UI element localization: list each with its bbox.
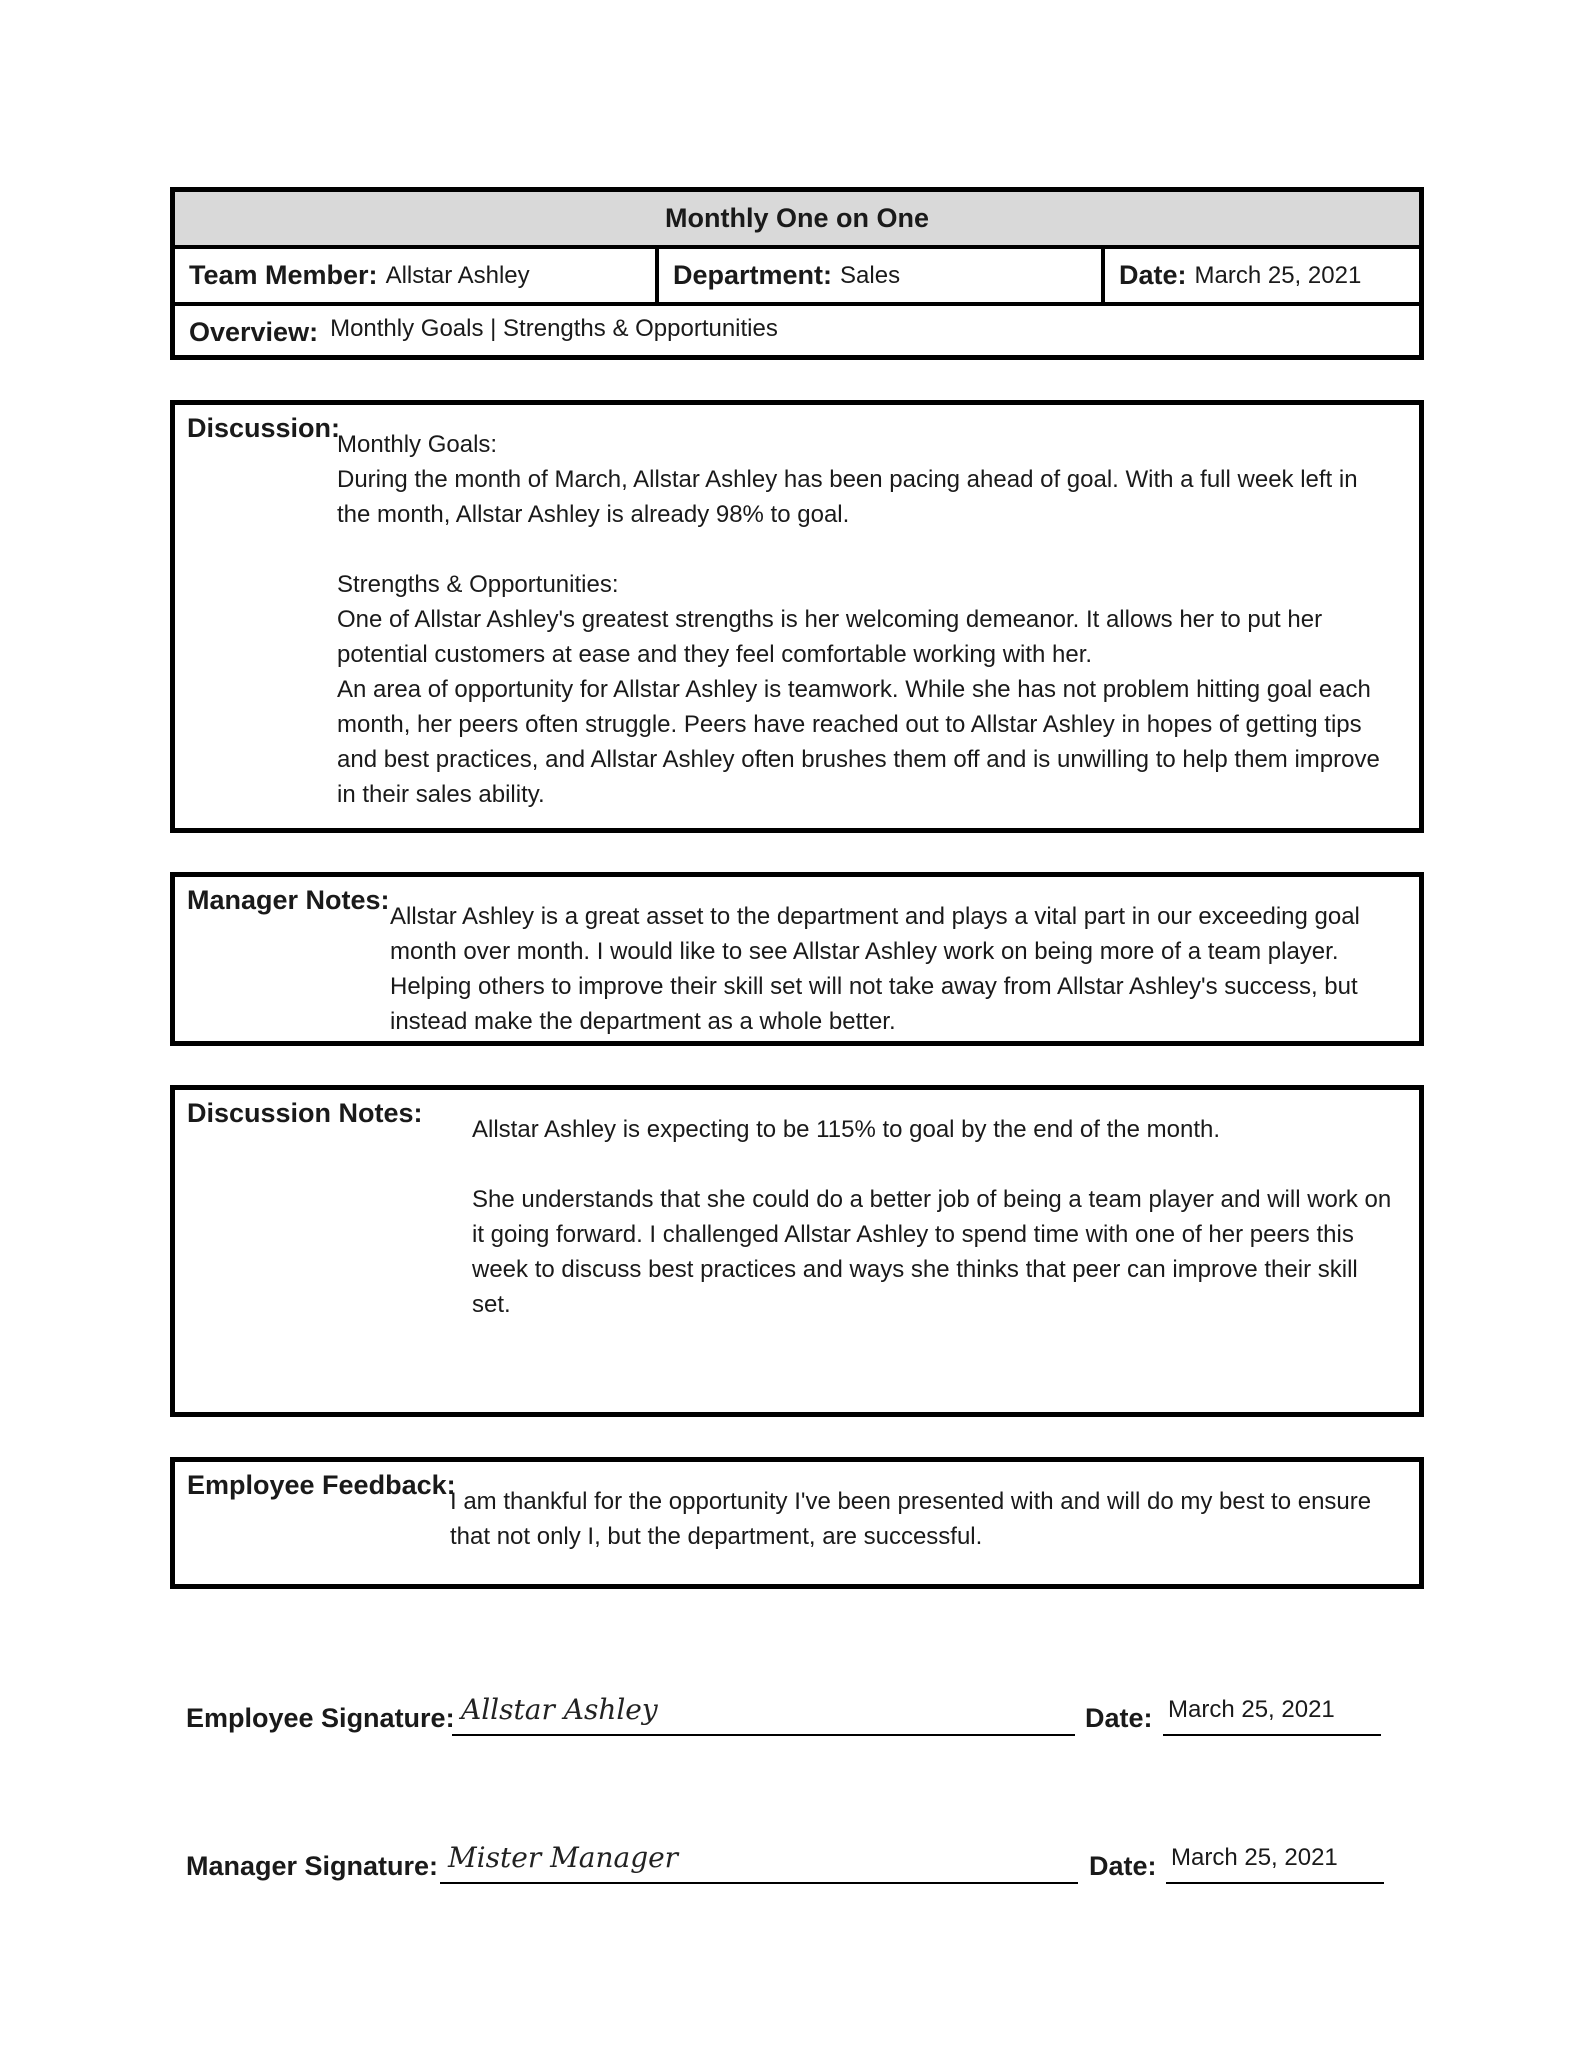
discussion-label: Discussion:: [187, 413, 341, 443]
strengths-heading: Strengths & Opportunities:: [337, 571, 619, 598]
team-member-cell: [175, 249, 659, 302]
manager-notes-body: [390, 899, 1393, 1039]
manager-signature-line[interactable]: [440, 1882, 1078, 1884]
employee-date-line[interactable]: [1163, 1734, 1381, 1736]
discussion-body: [337, 427, 1393, 812]
overview-label: Overview:: [189, 316, 319, 347]
form-title: Monthly One on One: [175, 192, 1419, 249]
overview-row: [175, 306, 1419, 358]
manager-notes-section: [170, 872, 1424, 1046]
employee-signature-label: Employee Signature:: [186, 1703, 455, 1733]
date-label: Date:: [1119, 260, 1187, 290]
employee-date-value: March 25, 2021: [1168, 1696, 1335, 1723]
department-label: Department:: [673, 260, 833, 290]
employee-signature: Allstar Ashley: [461, 1693, 658, 1726]
header-table: [170, 187, 1424, 360]
employee-feedback-text: I am thankful for the opportunity I've been presented with and will do my best to ensure that not only I, but the department, are successful.: [450, 1488, 1372, 1550]
employee-signature-row: [186, 1680, 1396, 1740]
employee-signature-line[interactable]: [452, 1734, 1075, 1736]
manager-notes-text: Allstar Ashley is a great asset to the department and plays a vital part in our exceeding goal month over month. I would like to see Allstar Ashley work on being more of a team player. Helping others to improve their skill set will not take away from Allstar Ashley's success, but instead make the department as a whole better.: [390, 903, 1360, 1035]
discussion-notes-body: [472, 1112, 1393, 1322]
employee-feedback-section: [170, 1457, 1424, 1589]
overview-value: Monthly Goals | Strengths & Opportunities: [330, 315, 778, 342]
employee-date-label: Date:: [1085, 1703, 1153, 1733]
team-member-value: Allstar Ashley: [385, 261, 530, 289]
manager-signature: Mister Manager: [448, 1841, 679, 1874]
discussion-notes-text-2: She understands that she could do a better job of being a team player and will work on it going forward. I challenged Allstar Ashley to spend time with one of her peers this week to discuss best practices and ways she thinks that peer can improve their skill set.: [472, 1186, 1392, 1318]
spacer: [337, 532, 1393, 567]
manager-notes-label: Manager Notes:: [187, 885, 390, 915]
discussion-notes-label: Discussion Notes:: [187, 1098, 423, 1128]
goals-text: During the month of March, Allstar Ashley has been pacing ahead of goal. With a full week left in the month, Allstar Ashley is already 98% to goal.: [337, 466, 1358, 528]
team-member-label: Team Member:: [189, 260, 378, 290]
date-cell: [1105, 249, 1419, 302]
manager-date-label: Date:: [1089, 1851, 1157, 1881]
date-value: March 25, 2021: [1194, 261, 1362, 289]
department-cell: [659, 249, 1105, 302]
opportunity-text: An area of opportunity for Allstar Ashley is teamwork. While she has not problem hitting goal each month, her peers often struggle. Peers have reached out to Allstar Ashley in hopes of getting tips and best practices, and Allstar Ashley often brushes them off and is unwilling to help them improve in their sales ability.: [337, 676, 1380, 808]
spacer: [472, 1147, 1393, 1182]
manager-signature-label: Manager Signature:: [186, 1851, 439, 1881]
employee-feedback-body: [450, 1484, 1393, 1554]
discussion-section: [170, 400, 1424, 833]
manager-date-line[interactable]: [1166, 1882, 1384, 1884]
strengths-text: One of Allstar Ashley's greatest strengths is her welcoming demeanor. It allows her to put her potential customers at ease and they feel comfortable working with her.: [337, 606, 1323, 668]
header-info-row: [175, 249, 1419, 306]
employee-feedback-label: Employee Feedback:: [187, 1470, 456, 1500]
manager-date-value: March 25, 2021: [1171, 1844, 1338, 1871]
discussion-notes-text-1: Allstar Ashley is expecting to be 115% to goal by the end of the month.: [472, 1116, 1221, 1143]
discussion-notes-section: [170, 1085, 1424, 1417]
manager-signature-row: [186, 1828, 1396, 1888]
goals-heading: Monthly Goals:: [337, 431, 498, 458]
department-value: Sales: [840, 261, 901, 289]
